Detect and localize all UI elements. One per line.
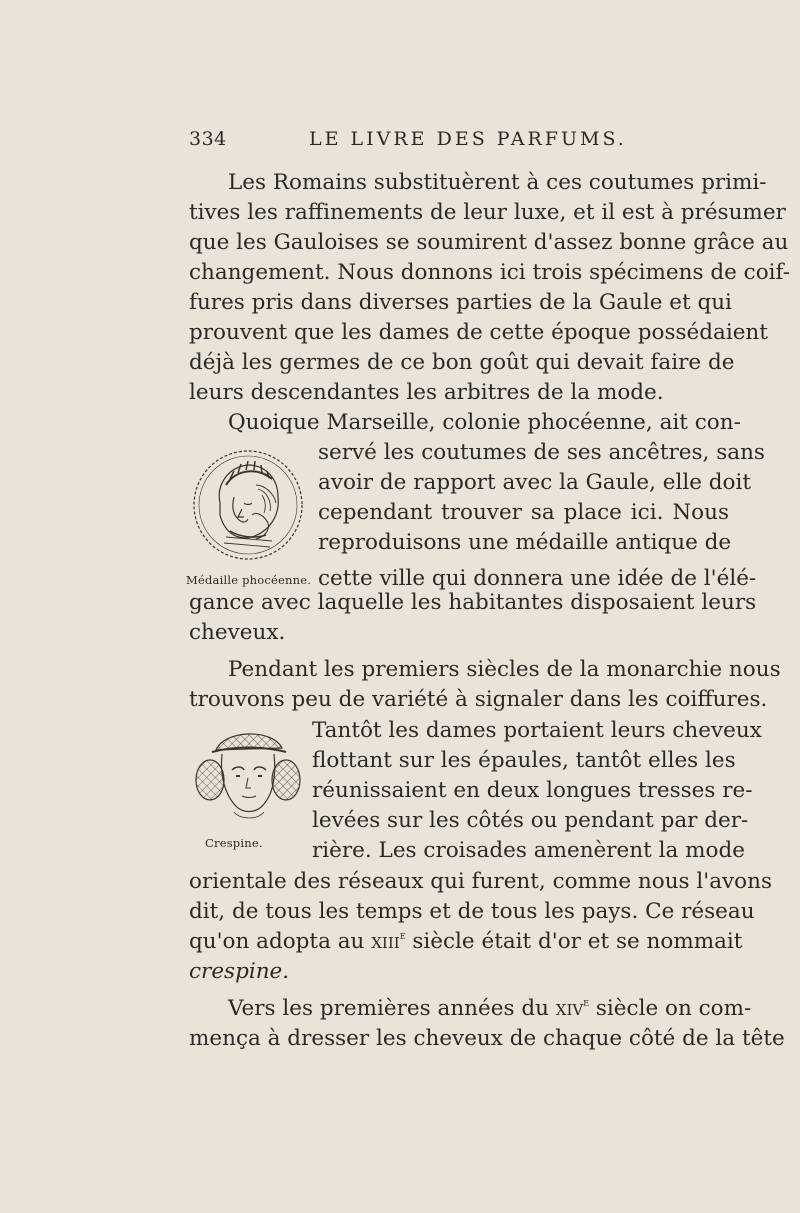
text-line: réunissaient en deux longues tresses re- [312,778,753,803]
text-line: trouvons peu de variété à signaler dans les coiffures. [189,687,768,712]
roman-numeral: xiv [555,996,584,1021]
text-line: Les Romains substituèrent à ces coutumes primi- [228,170,767,195]
text-line: Tantôt les dames portaient leurs cheveux [312,718,762,743]
text-line: prouvent que les dames de cette époque possédaient [189,320,768,345]
text-line: Quoique Marseille, colonie phocéenne, ait con- [228,410,741,435]
crespine-caption: Crespine. [205,836,263,850]
text-segment: qu'on adopta au [189,929,372,954]
text-line: leurs descendantes les arbitres de la mode. [189,380,664,405]
medal-caption: Médaille phocéenne. [186,573,312,587]
text-line: gance avec laquelle les habitantes disposaient leurs [189,590,757,615]
text-line [228,994,752,1024]
superscript: e [399,929,406,942]
roman-numeral: xiii [371,929,400,954]
page-header [189,128,729,158]
text-line: rière. Les croisades amenèrent la mode [312,838,745,863]
medal-illustration [186,445,310,563]
text-segment: Vers les premières années du [228,996,556,1021]
text-segment: siècle était d'or et se nommait [405,929,743,954]
text-line: dit, de tous les temps et de tous les pays. Ce réseau [189,899,755,924]
text-line [189,927,743,957]
text-line: servé les coutumes de ses ancêtres, sans [318,440,765,465]
page-number: 334 [189,128,227,150]
running-title: LE LIVRE DES PARFUMS. [309,128,627,150]
text-line: fures pris dans diverses parties de la Gaule et qui [189,290,732,315]
text-line: levées sur les côtés ou pendant par der- [312,808,749,833]
crespine-illustration [194,722,302,826]
text-segment: siècle on com- [589,996,752,1021]
text-line: Pendant les premiers siècles de la monarchie nous [228,657,781,682]
text-line: cette ville qui donnera une idée de l'élé- [318,566,757,591]
century-numeral [556,994,589,1024]
text-line: reproduisons une médaille antique de [318,530,732,555]
text-line: cependant trouver sa place ici. Nous [318,500,729,525]
text-line: crespine. [189,959,290,984]
text-line: orientale des réseaux qui furent, comme nous l'avons [189,869,772,894]
text-line: changement. Nous donnons ici trois spécimens de coif- [189,260,790,285]
text-line: avoir de rapport avec la Gaule, elle doit [318,470,751,495]
text-line: que les Gauloises se soumirent d'assez bonne grâce au [189,230,789,255]
century-numeral [371,927,405,957]
text-line: mença à dresser les cheveux de chaque côté de la tête [189,1026,785,1051]
superscript: e [583,996,590,1009]
text-line: déjà les germes de ce bon goût qui devait faire de [189,350,735,375]
text-line: tives les raffinements de leur luxe, et il est à présumer [189,200,786,225]
text-line: cheveux. [189,620,286,645]
text-line: flottant sur les épaules, tantôt elles les [312,748,736,773]
